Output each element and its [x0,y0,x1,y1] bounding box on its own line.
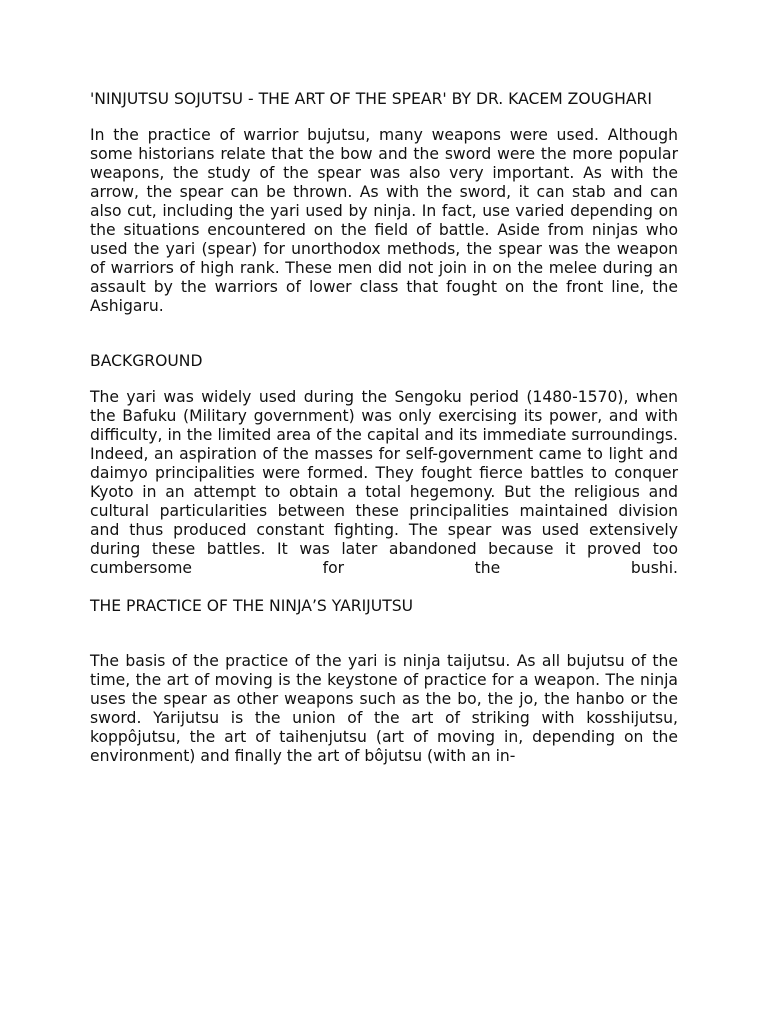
background-paragraph-end: bushi. [630,559,678,577]
document-page [90,90,678,766]
practice-paragraph: The basis of the practice of the yari is ninja taijutsu. As all bujutsu of the time, the art of moving is the keystone of practice for a weapon. The ninja uses the spear as other weapons such as the bo, the jo, the hanbo or the sword. Yarijutsu is the union of the art of striking with kosshijutsu, koppôjutsu, the art of taihenjutsu (art of moving in, depending on the environment) and finally the art of bôjutsu (with an in- [90,652,678,765]
document-title: 'NINJUTSU SOJUTSU - THE ART OF THE SPEAR' BY DR. KACEM ZOUGHARI [90,90,652,108]
intro-paragraph: In the practice of warrior bujutsu, many weapons were used. Although some historians relate that the bow and the sword were the more popular weapons, the study of the spear was also very important. As with the arrow, the spear can be thrown. As with the sword, it can stab and can also cut, including the yari used by ninja. In fact, use varied depending on the situations encountered on the field of battle. Aside from ninjas who used the yari (spear) for unorthodox methods, the spear was the weapon of warriors of high rank. These men did not join in on the melee during an assault by the warriors of lower class that fought on the front line, the Ashigaru. [90,126,678,315]
practice-heading: THE PRACTICE OF THE NINJA’S YARIJUTSU [90,597,414,615]
background-paragraph-body: The yari was widely used during the Sengoku period (1480-1570), when the Bafuku (Military government) was only exercising its power, and with difficulty, in the limited area of the capital and its immediate surroundings. Indeed, an aspiration of the masses for self-government came to light and daimyo principalities were formed. They fought fierce battles to conquer Kyoto in an attempt to obtain a total hegemony. But the religious and cultural particularities between these principalities maintained division and thus produced constant fighting. The spear was used extensively during these battles. It was later abandoned because it proved too cumbersome for the [90,388,678,577]
background-paragraph [90,388,678,578]
background-heading: BACKGROUND [90,352,203,370]
